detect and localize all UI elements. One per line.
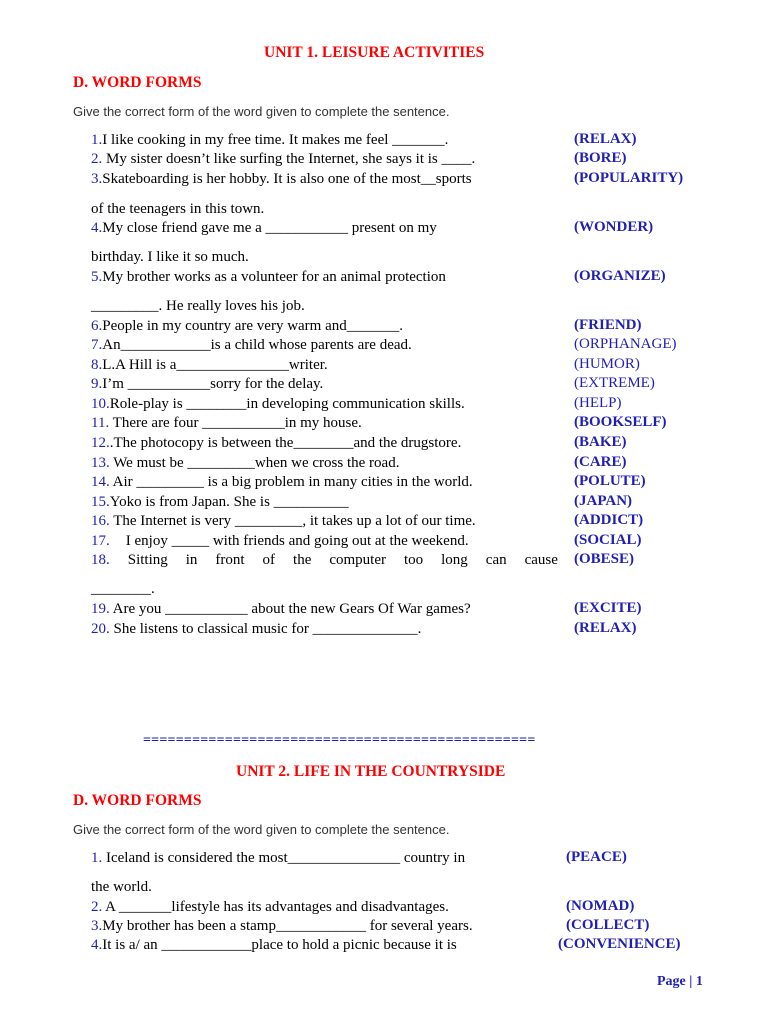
question-3-continued: of the teenagers in this town. xyxy=(91,201,265,217)
keyword-4: (WONDER) xyxy=(574,219,654,235)
question-7: 7.An____________is a child whose parents are dead. xyxy=(91,337,412,353)
question-5-continued: _________. He really loves his job. xyxy=(91,298,305,314)
keyword-9: (EXTREME) xyxy=(574,375,655,391)
unit2-keyword-3: (COLLECT) xyxy=(566,917,650,933)
keyword-13: (CARE) xyxy=(574,454,627,470)
unit2-question-3: 3.My brother has been a stamp____________ for several years. xyxy=(91,918,473,934)
keyword-15: (JAPAN) xyxy=(574,493,633,509)
question-14: 14. Air _________ is a big problem in many cities in the world. xyxy=(91,474,473,490)
question-20: 20. She listens to classical music for ______________. xyxy=(91,621,422,637)
keyword-18: (OBESE) xyxy=(574,551,635,567)
keyword-7: (ORPHANAGE) xyxy=(574,336,677,352)
unit2-question-1: 1. Iceland is considered the most_______________ country in xyxy=(91,850,466,866)
question-8: 8.L.A Hill is a_______________writer. xyxy=(91,357,328,373)
keyword-20: (RELAX) xyxy=(574,620,637,636)
unit2-title: UNIT 2. LIFE IN THE COUNTRYSIDE xyxy=(236,763,506,780)
page-number: Page | 1 xyxy=(657,974,703,989)
question-1: 1.I like cooking in my free time. It makes me feel _______. xyxy=(91,132,449,148)
question-19: 19. Are you ___________ about the new Gears Of War games? xyxy=(91,601,471,617)
keyword-14: (POLUTE) xyxy=(574,473,646,489)
unit1-title: UNIT 1. LEISURE ACTIVITIES xyxy=(264,44,485,61)
keyword-12: (BAKE) xyxy=(574,434,627,450)
unit2-keyword-4: (CONVENIENCE) xyxy=(558,936,681,952)
question-4-continued: birthday. I like it so much. xyxy=(91,249,249,265)
unit2-keyword-2: (NOMAD) xyxy=(566,898,635,914)
question-6: 6.People in my country are very warm and_______. xyxy=(91,318,404,334)
question-9: 9.I’m ___________sorry for the delay. xyxy=(91,376,324,392)
question-10: 10.Role-play is ________in developing communication skills. xyxy=(91,396,465,412)
unit2-keyword-1: (PEACE) xyxy=(566,849,627,865)
keyword-19: (EXCITE) xyxy=(574,600,642,616)
keyword-1: (RELAX) xyxy=(574,131,637,147)
question-12: 12..The photocopy is between the________and the drugstore. xyxy=(91,435,462,451)
question-15: 15.Yoko is from Japan. She is __________ xyxy=(91,494,349,510)
keyword-10: (HELP) xyxy=(574,395,622,411)
question-2: 2. My sister doesn’t like surfing the Internet, she says it is ____. xyxy=(91,151,476,167)
keyword-5: (ORGANIZE) xyxy=(574,268,666,284)
question-4: 4.My close friend gave me a ___________ present on my xyxy=(91,220,437,236)
question-16: 16. The Internet is very _________, it takes up a lot of our time. xyxy=(91,513,476,529)
section-separator: ================================================ xyxy=(143,733,536,748)
keyword-8: (HUMOR) xyxy=(574,356,640,372)
question-18: 18. Sitting in front of the computer too long can cause xyxy=(91,552,558,568)
question-11: 11. There are four ___________in my house. xyxy=(91,415,362,431)
unit1-section-heading: D. WORD FORMS xyxy=(73,74,202,91)
question-3: 3.Skateboarding is her hobby. It is also one of the most__sports xyxy=(91,171,472,187)
question-18-continued: ________. xyxy=(91,581,155,597)
unit2-question-4: 4.It is a/ an ____________place to hold a picnic because it is xyxy=(91,937,457,953)
unit2-question-2: 2. A _______lifestyle has its advantages and disadvantages. xyxy=(91,899,449,915)
unit2-section-heading: D. WORD FORMS xyxy=(73,792,202,809)
question-17: 17. I enjoy _____ with friends and going out at the weekend. xyxy=(91,533,469,549)
keyword-16: (ADDICT) xyxy=(574,512,644,528)
keyword-6: (FRIEND) xyxy=(574,317,642,333)
unit1-instruction: Give the correct form of the word given to complete the sentence. xyxy=(73,104,450,119)
unit2-instruction: Give the correct form of the word given to complete the sentence. xyxy=(73,822,450,837)
keyword-3: (POPULARITY) xyxy=(574,170,684,186)
question-13: 13. We must be _________when we cross the road. xyxy=(91,455,400,471)
unit2-question-1-continued: the world. xyxy=(91,879,152,895)
keyword-11: (BOOKSELF) xyxy=(574,414,667,430)
question-5: 5.My brother works as a volunteer for an animal protection xyxy=(91,269,446,285)
keyword-17: (SOCIAL) xyxy=(574,532,642,548)
keyword-2: (BORE) xyxy=(574,150,627,166)
